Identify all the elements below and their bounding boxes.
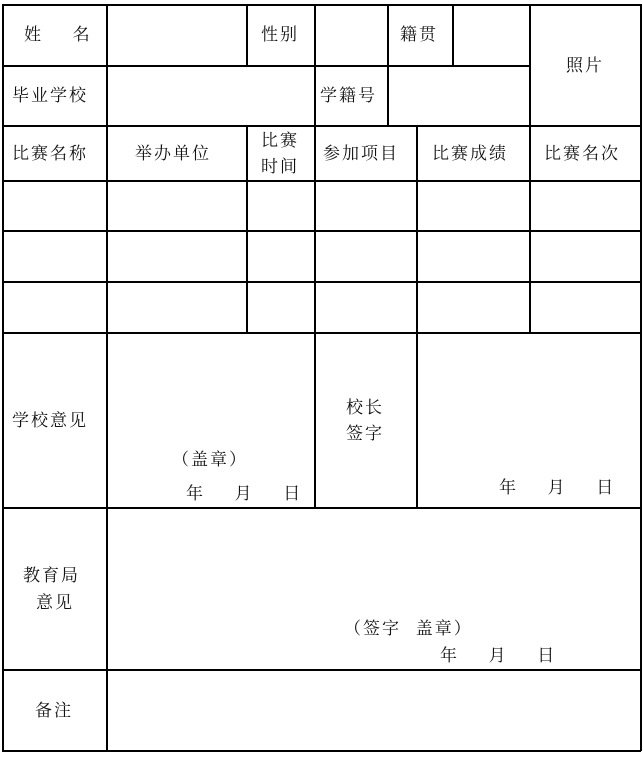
- bureau-opinion-label-line2: 意见: [36, 593, 74, 613]
- school-field[interactable]: [108, 67, 313, 124]
- student-id-field[interactable]: [389, 67, 528, 124]
- bureau-date: 年 月 日: [440, 646, 557, 666]
- header-score: 比赛成绩: [432, 144, 508, 164]
- photo-label: 照片: [566, 56, 604, 76]
- school-label: 毕业学校: [12, 86, 88, 106]
- header-time-line1: 比赛: [261, 131, 299, 151]
- gender-field[interactable]: [316, 6, 386, 64]
- gender-label: 性别: [261, 25, 299, 45]
- competition-row-3[interactable]: [4, 283, 640, 331]
- name-field[interactable]: [108, 6, 245, 64]
- remarks-label: 备注: [35, 701, 73, 721]
- principal-sign-label-line1: 校长: [346, 398, 384, 418]
- principal-date: 年 月 日: [499, 478, 616, 498]
- header-competition-name: 比赛名称: [12, 144, 88, 164]
- border-bottom: [2, 750, 641, 752]
- line-row2-bottom: [2, 125, 641, 127]
- principal-sign-label-line2: 签字: [346, 424, 384, 444]
- school-date: 年 月 日: [186, 484, 303, 504]
- native-place-label: 籍贯: [400, 25, 438, 45]
- remarks-field[interactable]: [108, 671, 639, 749]
- header-rank: 比赛名次: [544, 144, 620, 164]
- name-label: 姓 名: [24, 25, 92, 45]
- competition-row-1[interactable]: [4, 182, 640, 229]
- school-seal: （盖章）: [172, 450, 248, 470]
- student-id-label: 学籍号: [320, 86, 377, 106]
- competition-row-2[interactable]: [4, 232, 640, 280]
- school-opinion-label: 学校意见: [12, 411, 88, 431]
- native-place-field[interactable]: [454, 6, 528, 64]
- border-left: [2, 4, 4, 751]
- line-col-studentid-left: [314, 65, 316, 125]
- header-event: 参加项目: [323, 144, 399, 164]
- line-col-gender-left: [246, 4, 248, 65]
- header-time-line2: 时间: [261, 157, 299, 177]
- header-organizer: 举办单位: [135, 144, 211, 164]
- bureau-sign-seal: （签字 盖章）: [344, 619, 473, 639]
- border-right: [640, 4, 642, 751]
- bureau-opinion-label-line1: 教育局: [23, 566, 80, 586]
- bureau-opinion-field[interactable]: [108, 509, 639, 668]
